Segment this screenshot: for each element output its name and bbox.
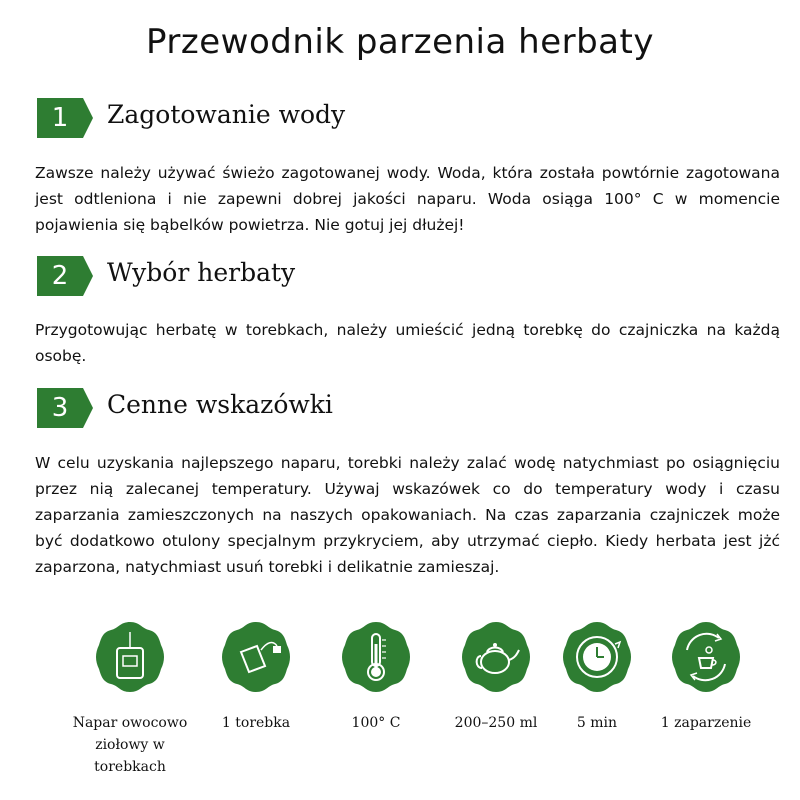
step-2-number: 2 (51, 261, 69, 291)
step-3-number: 3 (51, 393, 69, 423)
icon-label-temperature: 100° C (351, 715, 401, 731)
icon-item-brews (641, 620, 771, 734)
step-3-badge (37, 388, 93, 428)
single-tea-bag-icon (219, 620, 293, 694)
page-title: Przewodnik parzenia herbaty (146, 22, 654, 62)
icon-label-brews: 1 zaparzenie (660, 715, 752, 731)
step-1-number: 1 (51, 103, 69, 133)
icon-label-volume: 200–250 ml (454, 715, 538, 731)
icon-label-bag-count: 1 torebka (221, 715, 291, 731)
teapot-icon (459, 620, 533, 694)
icon-item-bag-count (191, 620, 321, 734)
icon-label-time: 5 min (576, 715, 618, 731)
tea-bag-icon (93, 620, 167, 694)
step-3-title: Cenne wskazówki (107, 390, 333, 419)
icon-label-tea-type: Napar owocowo ziołowy w torebkach (72, 715, 188, 775)
icon-item-temperature (311, 620, 441, 734)
step-3-text: W celu uzyskania najlepszego naparu, torebki należy zalać wodę natychmiast po osiągnięciu przez nią zalecanej temperatury. Używaj wskazówek co do temperatury wody i czasu zaparzania zamieszczonych na naszych opakowaniach. Na czas zaparzania czajniczek może być dodatkowo otulony specjalnym przykryciem, aby utrzymać ciepło. Kiedy herbata jest jżć zaparzona, natychmiast usuń torebki i delikatnie zamieszaj. (35, 454, 780, 576)
clock-icon (560, 620, 634, 694)
step-1-text: Zawsze należy używać świeżo zagotowanej wody. Woda, która została powtórnie zagotowana jest odtleniona i nie zapewni dobrej jakości naparu. Woda osiąga 100° C w momencie pojawienia się bąbelków powietrza. Nie gotuj jej dłużej! (35, 164, 780, 234)
step-1-title: Zagotowanie wody (107, 100, 346, 129)
step-1-badge (37, 98, 93, 138)
icon-item-tea-type (65, 620, 195, 778)
single-brew-icon (669, 620, 743, 694)
thermometer-icon (339, 620, 413, 694)
brewing-icons-row (0, 620, 800, 800)
step-2-title: Wybór herbaty (107, 258, 296, 287)
step-2-text: Przygotowując herbatę w torebkach, należy umieścić jedną torebkę do czajniczka na każdą osobę. (35, 321, 780, 365)
step-2-badge (37, 256, 93, 296)
